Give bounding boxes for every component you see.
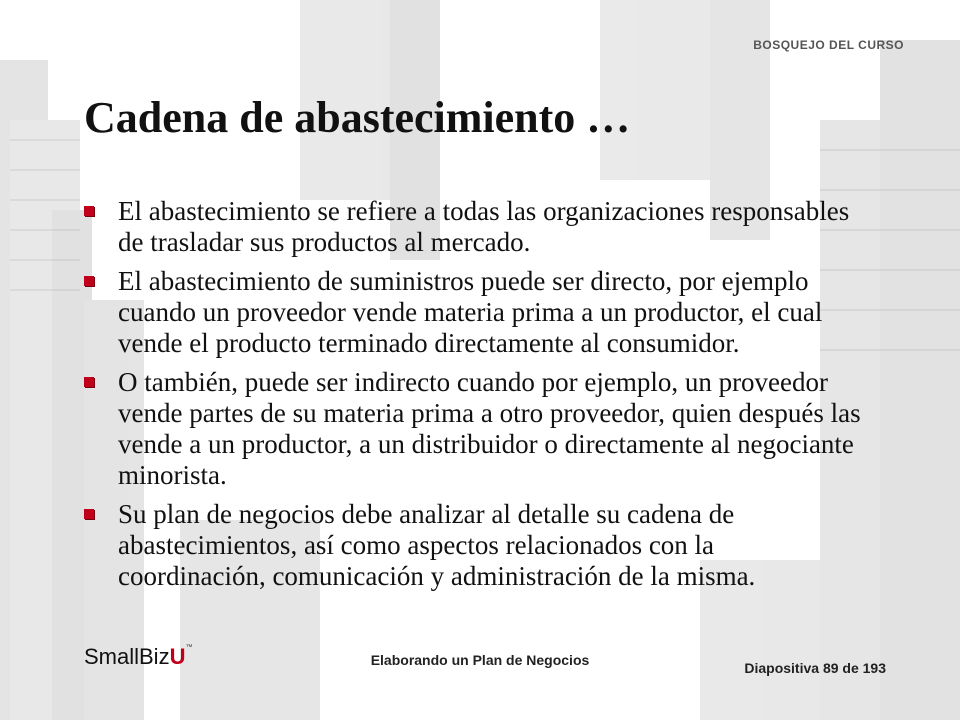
- logo-accent: U: [169, 644, 186, 669]
- square-bullet-icon: [84, 276, 94, 286]
- list-item: [84, 367, 864, 491]
- list-item: [84, 196, 864, 258]
- slide-counter: Diapositiva 89 de 193: [744, 660, 886, 676]
- bullet-list: [84, 196, 864, 600]
- course-outline-label[interactable]: BOSQUEJO DEL CURSO: [753, 38, 904, 52]
- bullet-text: El abastecimiento de suministros puede ser directo, por ejemplo cuando un proveedor vende materia prima a un productor, el cual vende el producto terminado directamente al consumidor.: [118, 266, 823, 358]
- list-item: [84, 266, 864, 359]
- square-bullet-icon: [84, 377, 94, 387]
- list-item: [84, 499, 864, 592]
- bullet-text: Su plan de negocios debe analizar al detalle su cadena de abastecimientos, así como aspectos relacionados con la coordinación, comunicación y administración de la misma.: [118, 499, 756, 591]
- square-bullet-icon: [84, 509, 94, 519]
- slide-title: Cadena de abastecimiento …: [84, 93, 631, 142]
- bullet-text: O también, puede ser indirecto cuando por ejemplo, un proveedor vende partes de su materia prima a otro proveedor, quien después las vende a un productor, a un distribuidor o directamente al negociante minorista.: [118, 367, 861, 490]
- square-bullet-icon: [84, 206, 94, 216]
- bullet-text: El abastecimiento se refiere a todas las organizaciones responsables de trasladar sus productos al mercado.: [118, 196, 850, 257]
- logo-trademark: ™: [185, 644, 193, 651]
- footer-course-title: Elaborando un Plan de Negocios: [370, 652, 590, 668]
- logo-text: SmallBiz: [84, 644, 170, 669]
